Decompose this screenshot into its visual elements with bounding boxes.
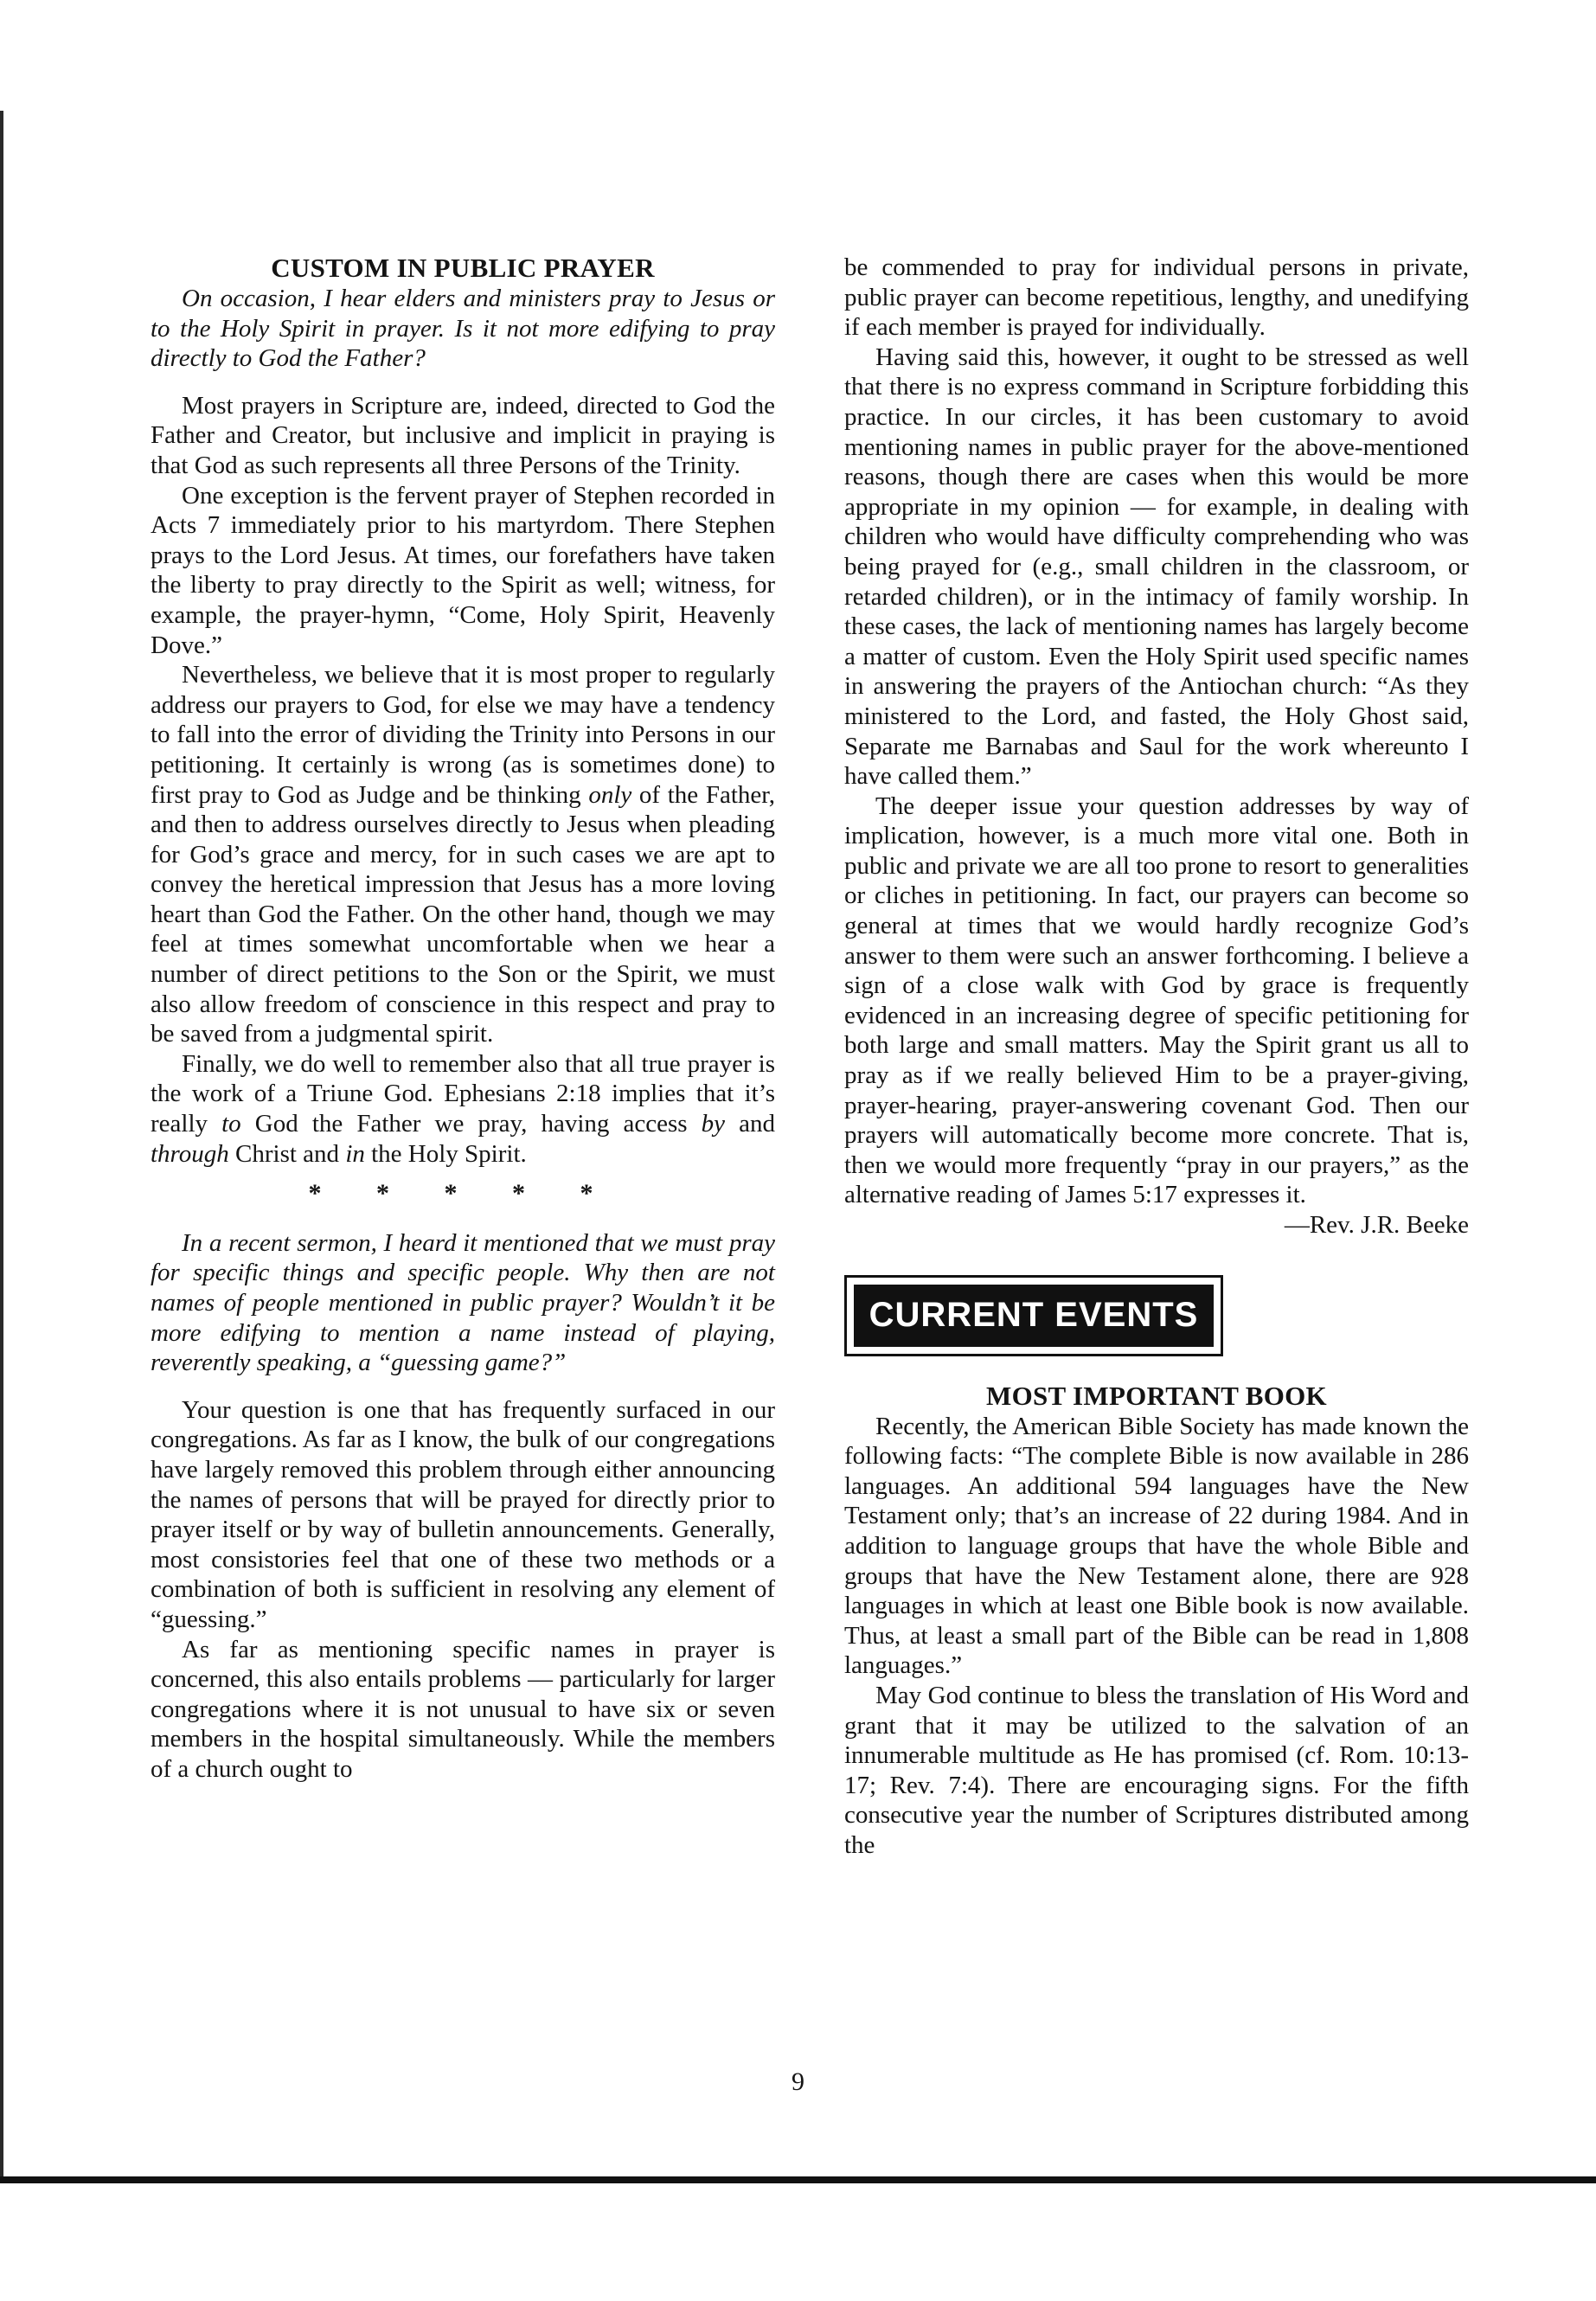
current-events-banner-label: CURRENT EVENTS: [854, 1285, 1214, 1347]
left-edge-rule: [0, 111, 3, 2178]
answer-paragraph-3: [151, 660, 775, 1049]
text-run: Nevertheless, we believe that it is most proper to regularly address our prayers to God, for else we may have a tendency to fall into the error of dividing the Trinity into Persons in our petitioning. It certainly is wrong (as is sometimes done) to first pray to God as Judge and be thinking: [151, 661, 775, 809]
section-separator: * * * * *: [308, 1179, 618, 1208]
news-paragraph-2: May God continue to bless the translation of His Word and grant that it may be utilized to the salvation of an innumerable multitude as He has promised (cf. Rom. 10:13-17; Rev. 7:4). There are encouraging signs. For the fifth consecutive year the number of Scriptures distributed among the: [844, 1681, 1469, 1859]
section-heading-most-important-book: MOST IMPORTANT BOOK: [986, 1380, 1327, 1411]
left-column: [151, 253, 775, 1785]
text-run: the Holy Spirit.: [364, 1139, 527, 1168]
text-run: Christ and: [228, 1139, 346, 1168]
question-1: On occasion, I hear elders and ministers pray to Jesus or to the Holy Spirit in prayer. Is it not more edifying to pray directly to God the Father?: [151, 285, 775, 373]
text-run: Finally, we do well to remember also that all true prayer is the work of a Triune God. Ephesians 2:18 implies that it’s really: [151, 1049, 775, 1138]
answer-paragraph-4: [151, 1049, 775, 1169]
text-run: God the Father we pray, having access: [240, 1110, 702, 1138]
continued-paragraph: be commended to pray for individual persons in private, public prayer can become repetitious, lengthy, and unedifying if each member is prayed for individually.: [844, 253, 1469, 342]
text-run: of the Father, and then to address ourselves directly to Jesus when pleading for God’s grace and mercy, for in such cases we are apt to convey the heretical impression that Jesus has a more loving heart than God the Father. On the other hand, though we may feel at times somewhat uncomfortable when we hear a number of direct petitions to the Son or the Spirit, we must also allow freedom of conscience in this respect and pray to be saved from a judgmental spirit.: [151, 780, 775, 1048]
answer-paragraph-7: Having said this, however, it ought to be stressed as well that there is no express command in Scripture forbidding this practice. In our circles, it has been customary to avoid mentioning names in public prayer for the above-mentioned reasons, though there are cases when this would be more appropriate in my opinion — for example, in dealing with children who would have difficulty comprehending who was being prayed for (e.g., small children in the classroom, or retarded children), or in the intimacy of family worship. In these cases, the lack of mentioning names has largely become a matter of custom. Even the Holy Spirit used specific names in answering the prayers of the Antiochan church: “As they ministered to the Lord, and fasted, the Holy Ghost said, Separate me Barnabas and Saul for the work whereunto I have called them.”: [844, 343, 1469, 791]
answer-paragraph-6: As far as mentioning specific names in prayer is concerned, this also entails problems — particularly for larger congregations where it is not unusual to have six or seven members in the hospital simultaneously. While the members of a church ought to: [151, 1635, 775, 1783]
text-run: and: [725, 1110, 776, 1138]
emphasis-by: by: [701, 1110, 726, 1138]
answer-paragraph-8: The deeper issue your question addresses by way of implication, however, is a much more vital one. Both in public and private we are all too prone to resort to generalities or cliches in petitioning. In fact, our prayers can become so general at times that we would hardly recognize God’s answer to them were such an answer forthcoming. I believe a sign of a close walk with God by grace is frequently evidenced in an increasing degree of specific petitioning for both large and small matters. May the Spirit grant us all to pray as if we really believed Him to be a prayer-giving, prayer-hearing, prayer-answering covenant God. Then our prayers will automatically become more concrete. That is, then we would more frequently “pray in our prayers,” as the alternative reading of James 5:17 expresses it.: [844, 792, 1469, 1209]
top-margin: [0, 0, 1596, 111]
emphasis-only: only: [588, 780, 632, 809]
spacer: [151, 1378, 775, 1395]
bottom-edge-rule: [0, 2176, 1596, 2183]
answer-paragraph-1: Most prayers in Scripture are, indeed, directed to God the Father and Creator, but inclusive and implicit in praying is that God as such represents all three Persons of the Trinity.: [151, 391, 775, 479]
question-2: In a recent sermon, I heard it mentioned that we must pray for specific things and specific people. Why then are not names of people mentioned in public prayer? Wouldn’t it be more edifying to mention a name instead of playing, reverently speaking, a “guessing game?”: [151, 1228, 775, 1377]
author-signature: —Rev. J.R. Beeke: [1284, 1211, 1469, 1239]
emphasis-in: in: [345, 1139, 365, 1168]
spacer: [151, 374, 775, 391]
answer-paragraph-5: Your question is one that has frequently surfaced in our congregations. As far as I know, the bulk of our congregations have largely removed this problem through either announcing the names of persons that will be prayed for directly prior to prayer itself or by way of bulletin announcements. Generally, most consistories feel that one of these two methods or a combination of both is sufficient in resolving any element of “guessing.”: [151, 1395, 775, 1633]
emphasis-to: to: [221, 1110, 241, 1138]
section-heading-custom-in-public-prayer: CUSTOM IN PUBLIC PRAYER: [271, 253, 655, 283]
right-column: [844, 253, 1469, 1861]
emphasis-through: through: [151, 1139, 229, 1168]
answer-paragraph-2: One exception is the fervent prayer of Stephen recorded in Acts 7 immediately prior to his martyrdom. There Stephen prays to the Lord Jesus. At times, our forefathers have taken the liberty to pray directly to the Spirit as well; witness, for example, the prayer-hymn, “Come, Holy Spirit, Heavenly Dove.”: [151, 481, 775, 659]
news-paragraph-1: Recently, the American Bible Society has made known the following facts: “The complete Bible is now available in 286 languages. An additional 594 languages have the New Testament only; that’s an increase of 22 during 1984. And in addition to language groups that have the whole Bible and groups that have the New Testament alone, there are 928 languages in which at least one Bible book is now available. Thus, at least a small part of the Bible can be read in 1,808 languages.”: [844, 1412, 1469, 1680]
page-number: 9: [792, 2067, 804, 2096]
current-events-banner: [844, 1275, 1223, 1356]
